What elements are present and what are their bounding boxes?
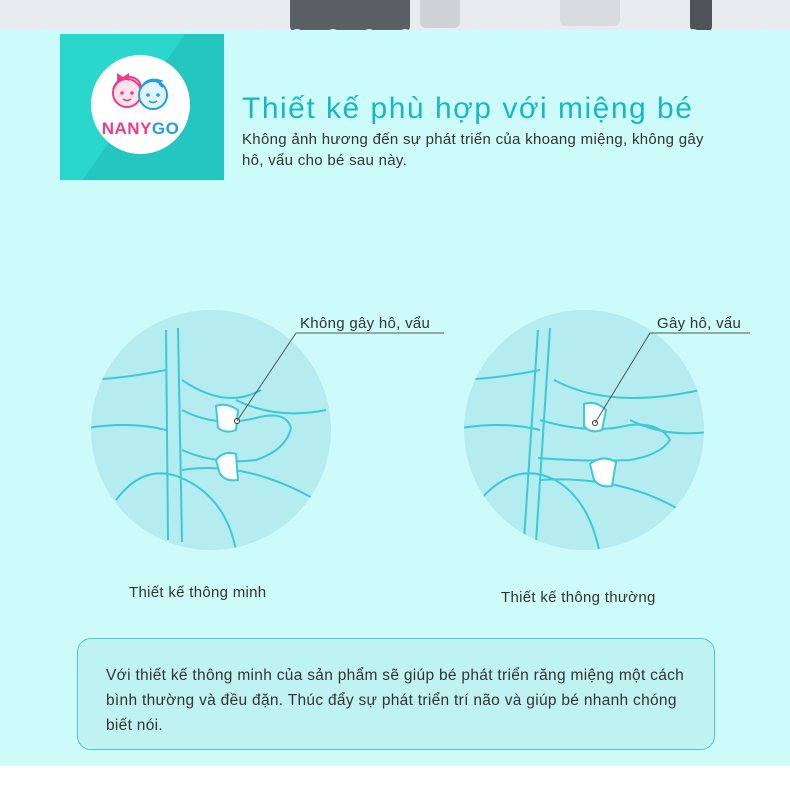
brand-logo-box xyxy=(60,34,224,180)
brand-logo-text xyxy=(91,119,190,139)
logo-text-go: GO xyxy=(151,119,180,138)
notice-text: Với thiết kế thông minh của sản phẩm sẽ giúp bé phát triển răng miệng một cách bình thường và đều đặn. Thúc đẩy sự phát triển trí não và giúp bé nhanh chóng biết nói. xyxy=(106,667,685,734)
brand-logo xyxy=(91,55,190,154)
caption-regular-design: Thiết kế thông thường xyxy=(501,589,656,606)
caption-smart-design: Thiết kế thông minh xyxy=(129,584,267,601)
page-subtitle: Không ảnh hương đến sự phát triển của khoang miệng, không gây hô, vẩu cho bé sau này. xyxy=(242,131,704,169)
regular-design-diagram xyxy=(460,310,760,570)
info-notice-box xyxy=(77,638,715,750)
baby-faces-logo-icon xyxy=(91,55,190,125)
callout-label-regular: Gây hô, vẩu xyxy=(657,315,742,332)
page-title: Thiết kế phù hợp với miệng bé xyxy=(242,92,694,125)
callout-label-smart: Không gây hô, vẩu xyxy=(300,315,431,332)
logo-text-nany: NANY xyxy=(101,119,152,138)
smart-design-diagram xyxy=(86,310,456,570)
